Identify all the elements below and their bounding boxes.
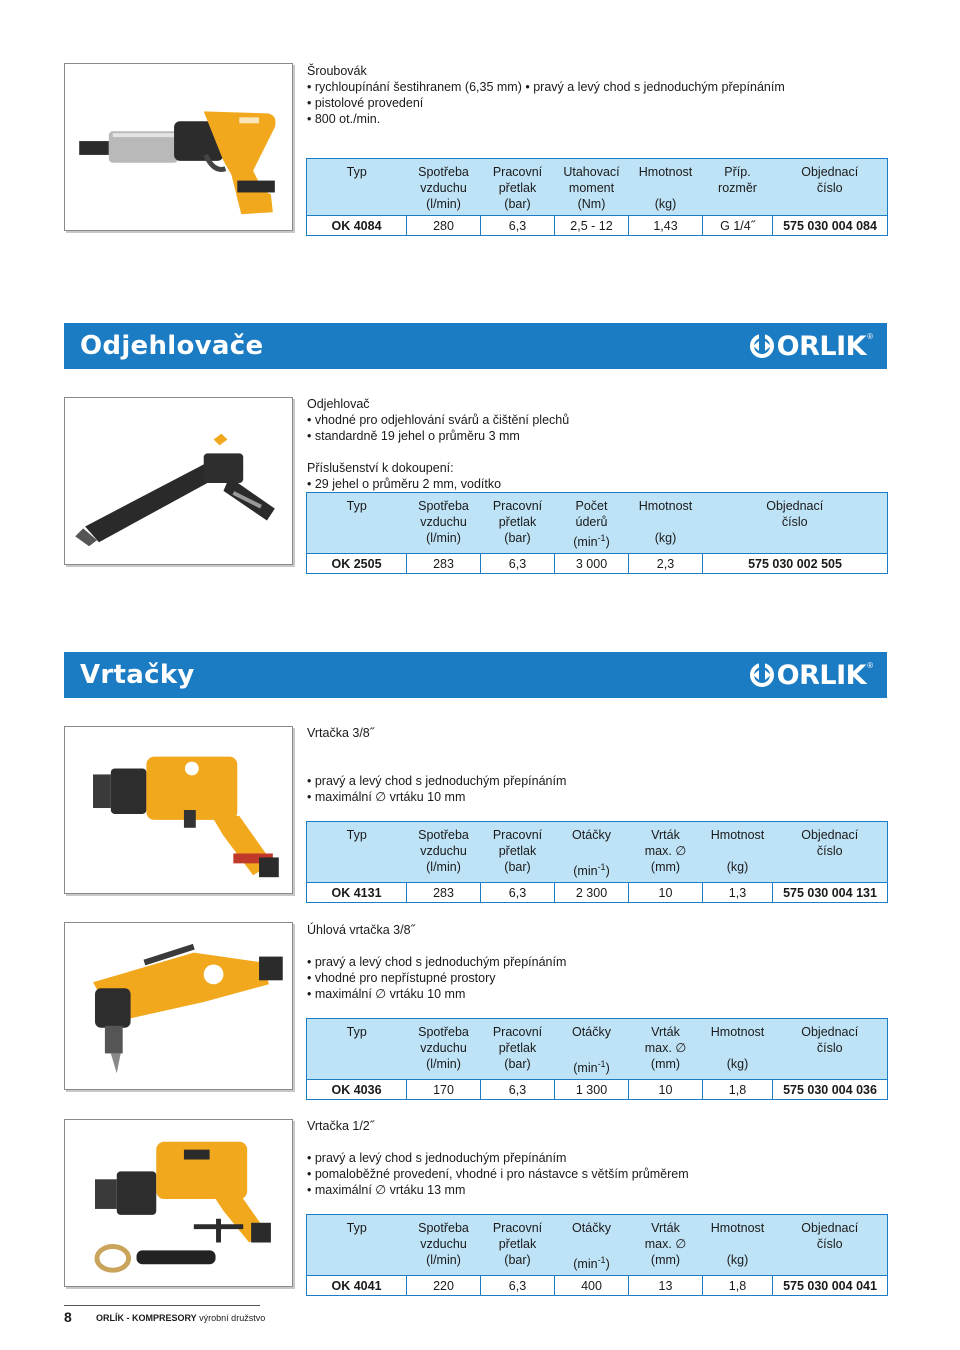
cell: 10 [629,883,703,903]
angle-drill-description [307,922,566,1002]
pneumatic-drill-half-inch-image [65,1120,292,1286]
col-header: Typ [307,1215,407,1276]
cell-order-number: 575 030 004 036 [773,1080,888,1100]
orlik-logo: ORLIK ® [749,332,873,360]
cell: 400 [555,1276,629,1296]
cell: G 1/4˝ [703,216,773,236]
deburrer-description [307,396,569,492]
col-header: Objednací číslo [773,159,888,216]
angle-drill-spec-table [306,1018,888,1100]
cell-order-number: 575 030 004 041 [773,1276,888,1296]
cell: 170 [407,1080,481,1100]
cell: 13 [629,1276,703,1296]
cell: 1,8 [703,1276,773,1296]
drill-12-title: Vrtačka 1/2˝ [307,1119,374,1133]
cell: 6,3 [481,1080,555,1100]
feature-item: • maximální ∅ vrtáku 10 mm [307,790,466,804]
cell: 220 [407,1276,481,1296]
cell: 2 300 [555,883,629,903]
cell: 6,3 [481,216,555,236]
feature-item: • pomaloběžné provedení, vhodné i pro nástavce s větším průměrem [307,1167,689,1181]
feature-item: • vhodné pro odjehlování svárů a čištění plechů [307,413,570,427]
orlik-logo: ORLIK ® [749,661,873,689]
cell: 280 [407,216,481,236]
section-title: Odjehlovače [80,331,264,361]
feature-item: • maximální ∅ vrtáku 10 mm [307,987,466,1001]
screwdriver-description [307,63,785,127]
orlik-logo-icon [749,333,775,359]
cell-type: OK 4131 [307,883,407,903]
accessory-item: • 29 jehel o průměru 2 mm, vodítko [307,477,502,491]
col-header: Pracovní přetlak (bar) [481,159,555,216]
drill-38-description [307,725,566,805]
deburrer-spec-table [306,492,888,574]
drill-38-title: Vrtačka 3/8˝ [307,726,374,740]
cell: 283 [407,883,481,903]
footer-divider [64,1305,260,1306]
cell-type: OK 2505 [307,554,407,574]
col-header: Počet úderů $(\min^{-1})$ [555,493,629,554]
cell: 2,5 - 12 [555,216,629,236]
feature-item: • pistolové provedení [307,96,424,110]
cell-order-number: 575 030 002 505 [703,554,888,574]
orlik-logo-icon [749,662,775,688]
drill-12-spec-table [306,1214,888,1296]
drill-12-photo [64,1119,293,1287]
cell-type: OK 4041 [307,1276,407,1296]
angle-drill-image [65,923,292,1089]
needle-scaler-image [65,398,292,564]
cell: 10 [629,1080,703,1100]
cell: 6,3 [481,1276,555,1296]
feature-item: • standardně 19 jehel o průměru 3 mm [307,429,520,443]
col-header: Hmotnost (kg) [703,1019,773,1080]
col-header: Utahovací moment (Nm) [555,159,629,216]
cell: 6,3 [481,554,555,574]
deburrer-photo [64,397,293,565]
cell: 1 300 [555,1080,629,1100]
table-header-row [307,822,888,883]
pneumatic-drill-image [65,727,292,893]
section-title: Vrtačky [80,660,195,690]
angle-drill-photo [64,922,293,1090]
col-header: Spotřeba vzduchu (l/min) [407,1019,481,1080]
feature-item: • pravý a levý chod s jednoduchým přepínáním [307,1151,567,1165]
drill-38-photo [64,726,293,894]
col-header: Otáčky $(\min^{-1})$ [555,822,629,883]
drill-38-spec-table [306,821,888,903]
cell: 1,43 [629,216,703,236]
feature-item: • rychloupínání šestihranem (6,35 mm) • pravý a levý chod s jednoduchým přepínáním [307,80,785,94]
col-header: Hmotnost (kg) [703,822,773,883]
table-header-row [307,1215,888,1276]
col-header: Spotřeba vzduchu (l/min) [407,822,481,883]
col-header: Hmotnost (kg) [629,493,703,554]
table-row [307,216,888,236]
cell-order-number: 575 030 004 084 [773,216,888,236]
col-header: Pracovní přetlak (bar) [481,493,555,554]
col-header: Pracovní přetlak (bar) [481,1019,555,1080]
cell-type: OK 4036 [307,1080,407,1100]
footer-company: ORLÍK - KOMPRESORY výrobní družstvo [96,1313,266,1323]
col-header: Spotřeba vzduchu (l/min) [407,159,481,216]
angle-drill-title: Úhlová vrtačka 3/8˝ [307,923,415,937]
pneumatic-screwdriver-image [65,64,292,230]
accessories-title: Příslušenství k dokoupení: [307,461,454,475]
col-header: Pracovní přetlak (bar) [481,1215,555,1276]
col-header: Spotřeba vzduchu (l/min) [407,493,481,554]
cell: 3 000 [555,554,629,574]
cell-order-number: 575 030 004 131 [773,883,888,903]
col-header: Hmotnost (kg) [629,159,703,216]
table-row [307,883,888,903]
feature-item: • pravý a levý chod s jednoduchým přepínáním [307,774,567,788]
col-header: Vrták max. ∅ (mm) [629,822,703,883]
table-header-row [307,493,888,554]
cell: 283 [407,554,481,574]
col-header: Objednací číslo [773,1215,888,1276]
drill-12-description [307,1118,689,1198]
cell: 2,3 [629,554,703,574]
col-header: Typ [307,1019,407,1080]
screwdriver-photo [64,63,293,231]
table-header-row [307,159,888,216]
col-header: Pracovní přetlak (bar) [481,822,555,883]
table-header-row [307,1019,888,1080]
feature-item: • maximální ∅ vrtáku 13 mm [307,1183,466,1197]
cell-type: OK 4084 [307,216,407,236]
screwdriver-title: Šroubovák [307,64,367,78]
col-header: Objednací číslo [773,822,888,883]
cell: 6,3 [481,883,555,903]
col-header: Vrták max. ∅ (mm) [629,1215,703,1276]
col-header: Otáčky $(\min^{-1})$ [555,1215,629,1276]
col-header: Typ [307,493,407,554]
col-header: Vrták max. ∅ (mm) [629,1019,703,1080]
col-header: Typ [307,822,407,883]
col-header: Otáčky $(\min^{-1})$ [555,1019,629,1080]
section-banner-drills [64,652,887,698]
col-header: Hmotnost (kg) [703,1215,773,1276]
table-row [307,1276,888,1296]
col-header: Spotřeba vzduchu (l/min) [407,1215,481,1276]
section-banner-deburrers [64,323,887,369]
feature-item: • vhodné pro nepřístupné prostory [307,971,496,985]
cell: 1,8 [703,1080,773,1100]
feature-item: • 800 ot./min. [307,112,381,126]
deburrer-title: Odjehlovač [307,397,370,411]
table-row [307,554,888,574]
page-number: 8 [64,1309,72,1325]
feature-item: • pravý a levý chod s jednoduchým přepínáním [307,955,567,969]
screwdriver-spec-table [306,158,888,236]
col-header: Objednací číslo [773,1019,888,1080]
col-header: Objednací číslo [703,493,888,554]
col-header: Typ [307,159,407,216]
cell: 1,3 [703,883,773,903]
table-row [307,1080,888,1100]
col-header: Příp. rozměr [703,159,773,216]
